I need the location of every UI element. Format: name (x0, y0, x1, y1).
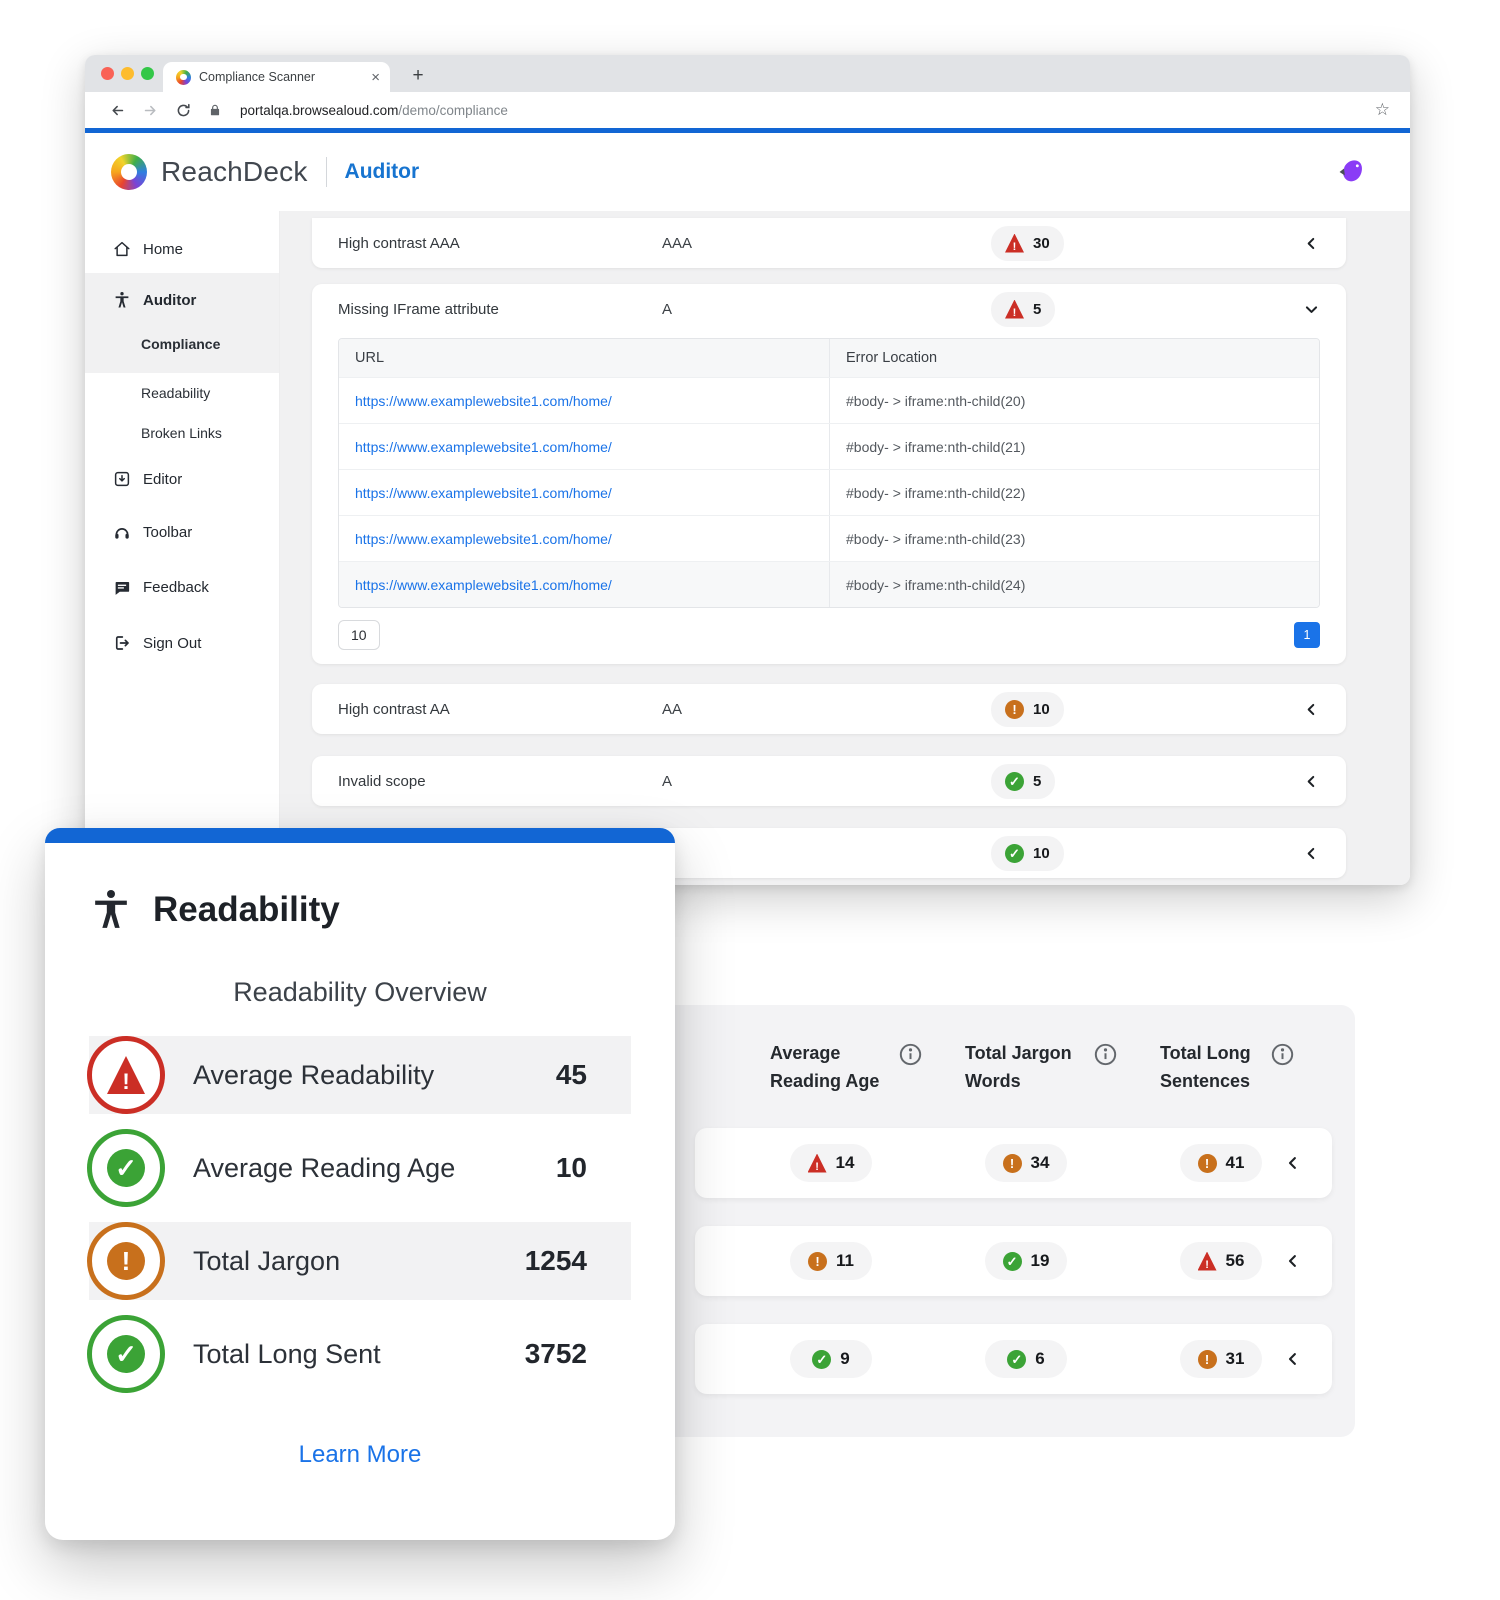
metric-average-reading-age (45, 1129, 675, 1207)
sidebar-item-broken-links[interactable] (85, 413, 279, 453)
metric-badge (1180, 1242, 1262, 1280)
issue-row-header[interactable] (312, 756, 1346, 806)
metric-badge (1180, 1144, 1262, 1182)
accessibility-icon (91, 887, 131, 933)
check-circle-icon (1003, 1252, 1022, 1271)
card-accent-bar (45, 828, 675, 843)
issue-row-high-contrast-aaa (312, 218, 1346, 268)
compliance-results (280, 211, 1410, 885)
header-divider (326, 157, 327, 187)
app-header (85, 133, 1410, 211)
warning-triangle-icon (1198, 1252, 1217, 1271)
error-location: #body- > iframe:nth-child(22) (829, 470, 1319, 515)
metric-value: 9 (840, 1349, 850, 1368)
warning-triangle-icon (1005, 300, 1024, 319)
metric-badge (790, 1242, 872, 1280)
metric-badge (985, 1144, 1067, 1182)
column-header-url: URL (339, 339, 829, 377)
reachdeck-logo (111, 154, 147, 190)
accessibility-icon (113, 291, 131, 309)
issue-count: 5 (1033, 772, 1042, 790)
column-header-total-long-sentences (1160, 1040, 1295, 1096)
maximize-window-button[interactable] (141, 67, 154, 80)
close-tab-icon[interactable]: × (371, 68, 380, 86)
sidebar-item-home[interactable] (85, 225, 279, 273)
back-icon[interactable] (109, 102, 126, 119)
product-name: Auditor (344, 160, 420, 183)
column-header-error-location: Error Location (829, 339, 1319, 377)
forward-icon[interactable] (142, 102, 159, 119)
metric-value: 3752 (524, 1338, 587, 1369)
chevron-left-icon[interactable] (1284, 1350, 1302, 1368)
alert-circle-icon (1005, 700, 1024, 719)
sidebar-label: Compliance (141, 336, 221, 352)
chevron-down-icon[interactable] (1303, 301, 1320, 318)
alert-circle-icon (1003, 1154, 1022, 1173)
metric-average-readability (45, 1036, 675, 1114)
alert-circle-icon (87, 1222, 165, 1300)
warning-triangle-icon (87, 1036, 165, 1114)
table-row (339, 561, 1319, 607)
url-host: portalqa.browsealoud.com (240, 102, 399, 118)
metric-label: Average Readability (193, 1059, 435, 1090)
sidebar-item-readability[interactable] (85, 373, 279, 413)
pagination (338, 620, 1320, 650)
metric-value: 56 (1225, 1251, 1245, 1270)
metric-value: 1254 (524, 1245, 587, 1276)
url-link[interactable]: https://www.examplewebsite1.com/home/ (355, 576, 612, 593)
error-location: #body- > iframe:nth-child(21) (829, 424, 1319, 469)
sidebar-item-auditor[interactable] (85, 277, 279, 323)
table-row (339, 469, 1319, 515)
address-bar (85, 92, 1410, 128)
issue-name: Invalid scope (338, 772, 426, 790)
sidebar-label: Broken Links (141, 425, 222, 441)
error-detail-table (338, 338, 1320, 608)
url-link[interactable]: https://www.examplewebsite1.com/home/ (355, 392, 612, 409)
card-subtitle: Readability Overview (233, 977, 487, 1007)
metric-total-long-sent (45, 1315, 675, 1393)
check-circle-icon (87, 1129, 165, 1207)
chevron-left-icon[interactable] (1303, 773, 1320, 790)
browser-tab-bar (85, 55, 1410, 92)
wcag-level: AA (662, 700, 683, 718)
site-favicon (176, 70, 191, 85)
column-header-total-jargon-words (965, 1040, 1118, 1096)
headphones-icon (113, 524, 131, 542)
bookmark-star-icon[interactable]: ☆ (1374, 100, 1390, 119)
issue-count-badge (991, 226, 1064, 261)
issue-count-badge (991, 764, 1055, 799)
browser-tab[interactable] (163, 62, 390, 92)
sign-out-icon (113, 634, 131, 652)
issue-row-header[interactable] (312, 284, 1346, 334)
metric-value: 6 (1035, 1349, 1045, 1368)
card-title: Readability (153, 890, 340, 929)
sidebar-label: Sign Out (143, 634, 202, 652)
metric-value: 19 (1030, 1251, 1050, 1270)
metric-value: 41 (1225, 1153, 1245, 1172)
warning-triangle-icon (808, 1154, 827, 1173)
editor-icon (113, 470, 131, 488)
metric-value: 31 (1225, 1349, 1245, 1368)
browser-window (85, 55, 1410, 885)
minimize-window-button[interactable] (121, 67, 134, 80)
readability-row (695, 1226, 1332, 1296)
table-row (339, 377, 1319, 423)
table-row (339, 423, 1319, 469)
metric-badge (1180, 1340, 1262, 1378)
metric-label: Total Long Sent (193, 1338, 381, 1369)
issue-name: Missing IFrame attribute (338, 300, 499, 318)
sidebar-label: Toolbar (143, 524, 193, 541)
url-path: /demo/compliance (398, 102, 508, 118)
issue-count-badge (991, 836, 1064, 871)
metric-value: 34 (1030, 1153, 1050, 1172)
sidebar-label: Editor (143, 470, 183, 488)
metric-value: 45 (555, 1059, 587, 1090)
issue-count: 10 (1033, 700, 1050, 718)
issue-count-badge (991, 292, 1055, 327)
readability-row (695, 1324, 1332, 1394)
error-location: #body- > iframe:nth-child(23) (829, 516, 1319, 561)
table-row (339, 515, 1319, 561)
wcag-level: A (662, 772, 673, 790)
issue-row-invalid-scope (312, 756, 1346, 806)
info-icon[interactable] (1093, 1042, 1118, 1067)
error-location: #body- > iframe:nth-child(20) (829, 378, 1319, 423)
page-number-button[interactable]: 1 (1294, 622, 1320, 648)
new-tab-button[interactable]: + (412, 65, 424, 86)
metric-badge (985, 1242, 1067, 1280)
info-icon[interactable] (1270, 1042, 1295, 1067)
check-circle-icon (87, 1315, 165, 1393)
metric-value: 10 (555, 1152, 587, 1183)
column-header-average-reading-age (770, 1040, 923, 1096)
mascot-icon[interactable] (1336, 156, 1368, 188)
alert-circle-icon (808, 1252, 827, 1271)
sidebar-label: Home (143, 240, 184, 258)
metric-label: Total Jargon (193, 1245, 341, 1276)
issue-row-header[interactable] (312, 218, 1346, 268)
url-link[interactable]: https://www.examplewebsite1.com/home/ (355, 530, 612, 547)
sidebar-item-sign-out[interactable] (85, 615, 279, 671)
issue-count: 5 (1033, 300, 1042, 318)
lock-icon (208, 103, 222, 117)
chevron-left-icon[interactable] (1284, 1154, 1302, 1172)
window-controls (101, 67, 154, 80)
metric-badge (790, 1144, 872, 1182)
sidebar-item-toolbar[interactable] (85, 505, 279, 560)
check-circle-icon (1005, 844, 1024, 863)
sidebar-item-feedback[interactable] (85, 560, 279, 615)
wcag-level: A (662, 300, 673, 318)
metric-badge (790, 1340, 872, 1378)
check-circle-icon (812, 1350, 831, 1369)
issue-count-badge (991, 692, 1064, 727)
table-header-row (339, 339, 1319, 377)
issue-row-header[interactable] (312, 684, 1346, 734)
issue-row-missing-iframe (312, 284, 1346, 664)
sidebar-item-editor[interactable] (85, 453, 279, 505)
issue-count: 10 (1033, 844, 1050, 862)
chevron-left-icon[interactable] (1303, 701, 1320, 718)
url-link[interactable]: https://www.examplewebsite1.com/home/ (355, 484, 612, 501)
readability-table-section (625, 1005, 1355, 1437)
metric-value: 14 (835, 1153, 855, 1172)
error-location: #body- > iframe:nth-child(24) (829, 562, 1319, 607)
readability-overview-card (45, 828, 675, 1540)
column-label: Average Reading Age (770, 1043, 880, 1091)
chevron-left-icon[interactable] (1303, 845, 1320, 862)
sidebar-label: Auditor (143, 291, 197, 309)
sidebar-label: Feedback (143, 579, 209, 596)
sidebar-active-section (85, 273, 279, 373)
column-label: Total Long Sentences (1160, 1043, 1251, 1091)
home-icon (113, 240, 131, 258)
issue-row-high-contrast-aa (312, 684, 1346, 734)
issue-name: High contrast AA (338, 700, 450, 718)
column-label: Total Jargon Words (965, 1043, 1072, 1091)
metric-total-jargon (45, 1222, 675, 1300)
check-circle-icon (1007, 1350, 1026, 1369)
chevron-left-icon[interactable] (1284, 1252, 1302, 1270)
wcag-level: AAA (662, 234, 693, 252)
check-circle-icon (107, 1149, 145, 1187)
issue-name: High contrast AAA (338, 234, 460, 252)
brand-name: ReachDeck (161, 156, 308, 187)
sidebar-item-compliance[interactable] (85, 323, 279, 365)
check-circle-icon (107, 1335, 145, 1373)
check-circle-icon (1005, 772, 1024, 791)
alert-circle-icon (1198, 1154, 1217, 1173)
warning-triangle-icon (1005, 234, 1024, 253)
url-link[interactable]: https://www.examplewebsite1.com/home/ (355, 438, 612, 455)
metric-badge (985, 1340, 1067, 1378)
info-icon[interactable] (898, 1042, 923, 1067)
issue-count: 30 (1033, 234, 1050, 252)
page-size-select[interactable]: 10 (338, 620, 380, 650)
alert-circle-icon (107, 1242, 145, 1280)
sidebar-label: Readability (141, 385, 211, 401)
tab-title: Compliance Scanner (199, 70, 316, 84)
alert-circle-icon (1198, 1350, 1217, 1369)
metric-label: Average Reading Age (193, 1152, 456, 1183)
close-window-button[interactable] (101, 67, 114, 80)
sidebar (85, 211, 280, 885)
warning-triangle-icon (107, 1056, 145, 1094)
feedback-icon (113, 579, 131, 597)
metric-value: 11 (836, 1251, 854, 1270)
chevron-left-icon[interactable] (1303, 235, 1320, 252)
url-text[interactable] (240, 103, 508, 118)
reload-icon[interactable] (175, 102, 192, 119)
readability-row (695, 1128, 1332, 1198)
learn-more-link[interactable]: Learn More (298, 1441, 422, 1468)
